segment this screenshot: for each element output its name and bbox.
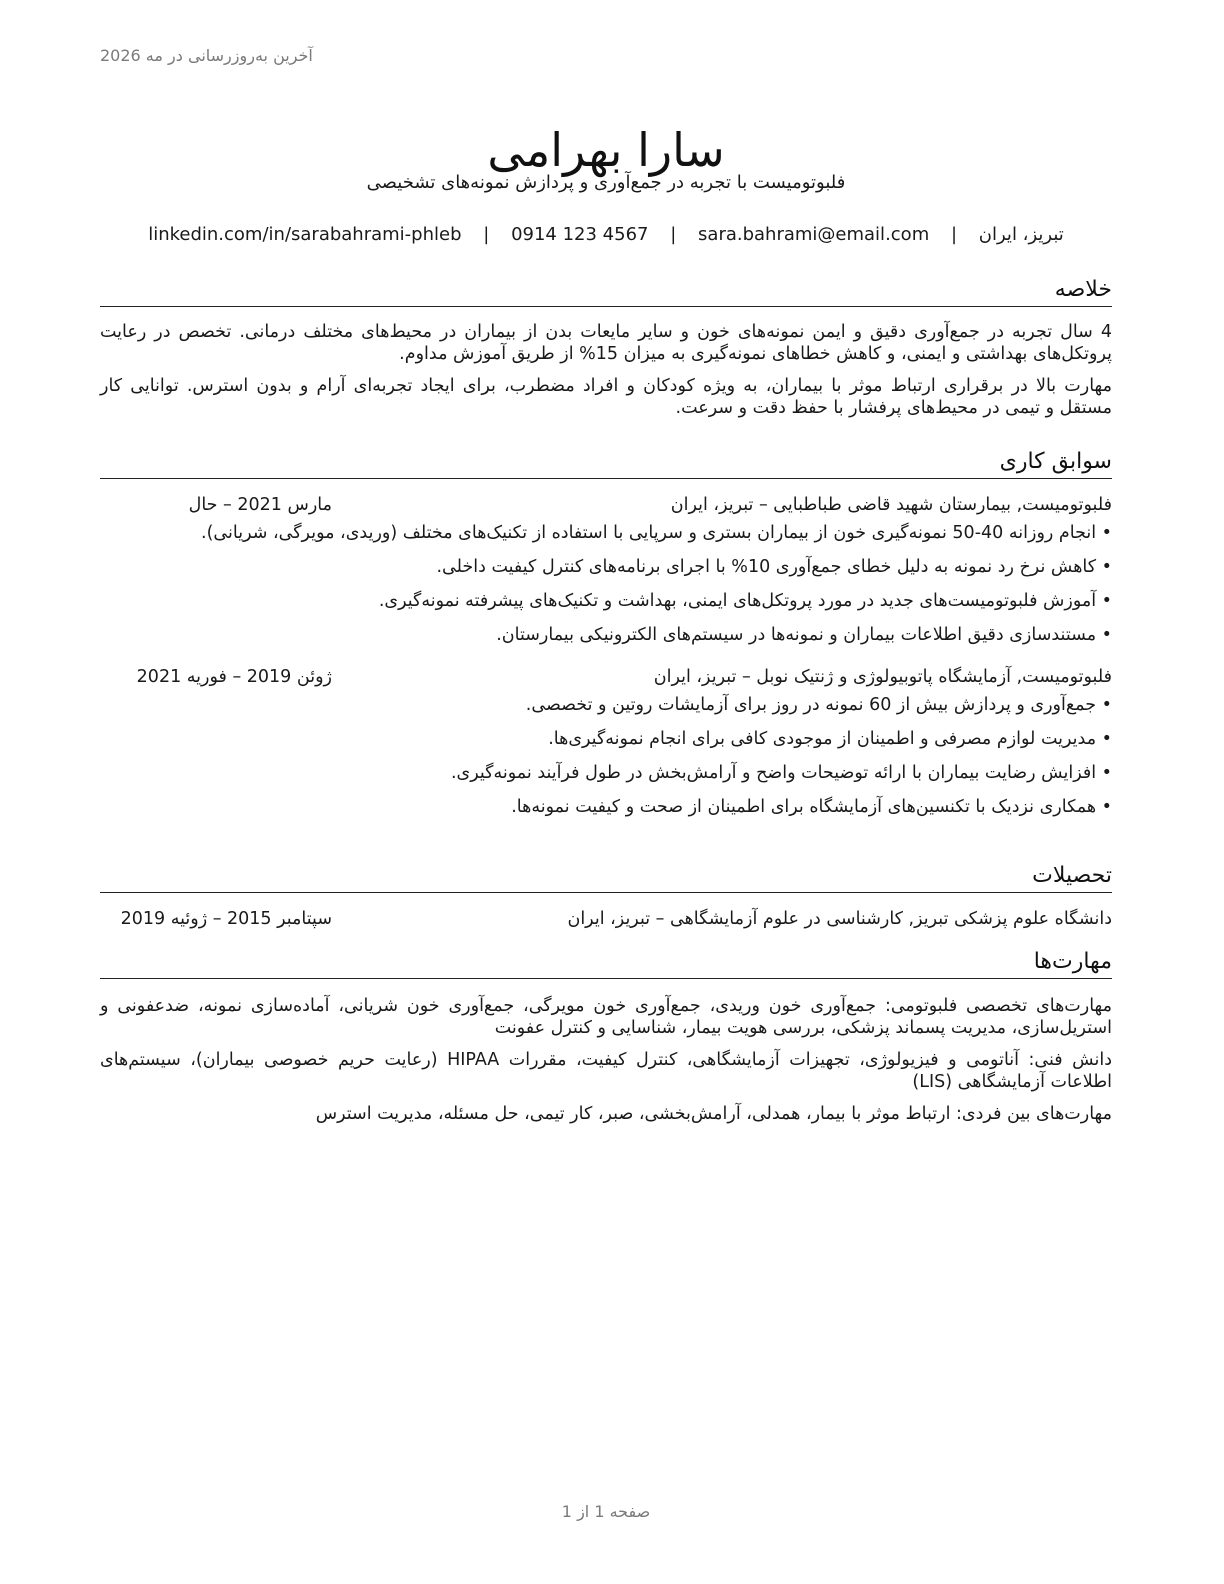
contact-linkedin[interactable]: linkedin.com/in/sarabahrami-phleb [148, 224, 462, 245]
candidate-subtitle: فلبوتومیست با تجربه در جمع‌آوری و پردازش نمونه‌های تشخیصی [366, 172, 846, 193]
section-title-education: تحصیلات [100, 862, 1112, 893]
job-entry [100, 665, 1112, 819]
skills-item: دانش فنی: آناتومی و فیزیولوژی، تجهیزات آزمایشگاهی، کنترل کیفیت، مقررات HIPAA (رعایت حریم خصوصی بیماران)، سیستم‌های اطلاعات آزمایشگاهی (LIS) [100, 1050, 1112, 1092]
resume-page [100, 0, 1112, 1584]
section-title-skills: مهارت‌ها [100, 948, 1112, 979]
job-bullets [100, 693, 1112, 819]
job-dates: مارس 2021 – حال [188, 495, 332, 515]
candidate-name: سارا بهرامی [487, 122, 725, 177]
skills-item: مهارت‌های بین فردی: ارتباط موثر با بیمار، همدلی، آرامش‌بخشی، صبر، کار تیمی، حل مسئله، مدیریت استرس [315, 1104, 1112, 1124]
skills-section [100, 948, 1112, 1125]
job-heading-row [100, 493, 1112, 517]
list-item: • انجام روزانه 40-50 نمونه‌گیری خون از بیماران بستری و سرپایی با استفاده از تکنیک‌های مختلف (وریدی، مویرگی، شریانی). [100, 521, 1112, 545]
education-section [100, 862, 1112, 931]
skills-item: مهارت‌های تخصصی فلبوتومی: جمع‌آوری خون وریدی، جمع‌آوری خون مویرگی، جمع‌آوری خون شریانی، آماده‌سازی نمونه، ضدعفونی و استریل‌سازی، مدیریت پسماند پزشکی، بررسی هویت بیمار، شناسایی و کنترل عفونت [100, 996, 1112, 1038]
list-item: • مستندسازی دقیق اطلاعات بیماران و نمونه‌ها در سیستم‌های الکترونیکی بیمارستان. [100, 623, 1112, 647]
page-number: صفحه 1 از 1 [561, 1502, 651, 1521]
section-title-experience: سوابق کاری [100, 448, 1112, 479]
experience-section [100, 448, 1112, 829]
contact-separator: | [670, 224, 677, 245]
section-title-summary: خلاصه [100, 276, 1112, 307]
list-item: • مدیریت لوازم مصرفی و اطمینان از موجودی کافی برای انجام نمونه‌گیری‌ها. [100, 727, 1112, 751]
summary-paragraph: مهارت بالا در برقراری ارتباط موثر با بیماران، به ویژه کودکان و افراد مضطرب، برای ایجاد تجربه‌ای آرام و بدون استرس. توانایی کار مستقل و تیمی در محیط‌های پرفشار با حفظ دقت و سرعت. [100, 376, 1112, 418]
contact-location: تبریز، ایران [978, 224, 1064, 245]
job-dates: ژوئن 2019 – فوریه 2021 [136, 667, 332, 687]
list-item: • افزایش رضایت بیماران با ارائه توضیحات واضح و آرامش‌بخش در طول فرآیند نمونه‌گیری. [100, 761, 1112, 785]
education-row [100, 907, 1112, 931]
contact-email[interactable]: sara.bahrami@email.com [698, 224, 930, 245]
contact-line [100, 224, 1112, 245]
contact-separator: | [483, 224, 490, 245]
contact-phone[interactable]: 0914 123 4567 [511, 224, 649, 245]
list-item: • آموزش فلبوتومیست‌های جدید در مورد پروتکل‌های ایمنی، بهداشت و تکنیک‌های پیشرفته نمونه‌گیری. [100, 589, 1112, 613]
summary-paragraph: 4 سال تجربه در جمع‌آوری دقیق و ایمن نمونه‌های خون و سایر مایعات بدن از بیماران در محیط‌های مختلف درمانی. تخصص در رعایت پروتکل‌های بهداشتی و ایمنی، و کاهش خطاهای نمونه‌گیری به میزان 15% از طریق آموزش مداوم. [100, 322, 1112, 364]
education-dates: سپتامبر 2015 – ژوئیه 2019 [120, 909, 332, 929]
job-heading: فلبوتومیست, بیمارستان شهید قاضی طباطبایی – تبریز، ایران [670, 495, 1112, 515]
education-heading: دانشگاه علوم پزشکی تبریز, کارشناسی در علوم آزمایشگاهی – تبریز، ایران [567, 909, 1112, 929]
job-heading: فلبوتومیست, آزمایشگاه پاتوبیولوژی و ژنتیک نوبل – تبریز، ایران [653, 667, 1112, 687]
job-bullets [100, 521, 1112, 647]
list-item: • جمع‌آوری و پردازش بیش از 60 نمونه در روز برای آزمایشات روتین و تخصصی. [100, 693, 1112, 717]
job-heading-row [100, 665, 1112, 689]
contact-separator: | [950, 224, 958, 245]
list-item: • کاهش نرخ رد نمونه به دلیل خطای جمع‌آوری 10% با اجرای برنامه‌های کنترل کیفیت داخلی. [100, 555, 1112, 579]
last-updated: آخرین به‌روزرسانی در مه 2026 [100, 46, 313, 65]
summary-section [100, 276, 1112, 419]
job-entry [100, 493, 1112, 647]
list-item: • همکاری نزدیک با تکنسین‌های آزمایشگاه برای اطمینان از صحت و کیفیت نمونه‌ها. [100, 795, 1112, 819]
